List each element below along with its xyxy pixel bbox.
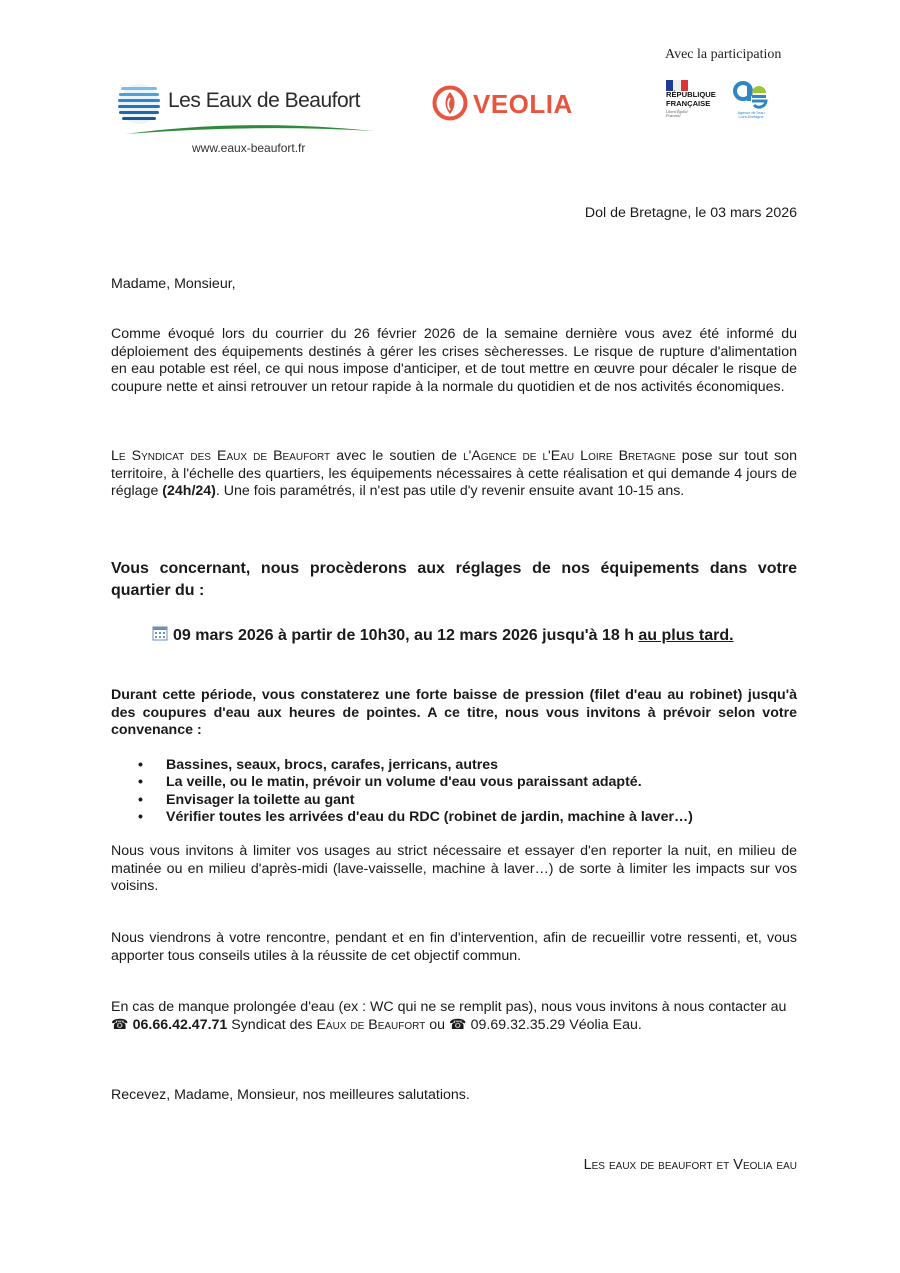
phone-icon: ☎	[111, 1016, 129, 1033]
contact-intro: En cas de manque prolongée d'eau (ex : WC qui ne se remplit pas), nous vous invitons à nous contacter au	[111, 999, 787, 1015]
para2-rest: pose sur tout son territoire, à l'échelle des quartiers, les équipements nécessaires à cette réalisation et qui demande 4 jours de réglage	[111, 448, 798, 500]
dates-underlined: au plus tard.	[638, 627, 734, 644]
place-date: Dol de Bretagne, le 03 mars 2026	[584, 205, 797, 221]
salutation: Madame, Monsieur,	[111, 276, 236, 292]
list-item: • La veille, ou le matin, prévoir un volume d'eau vous paraissant adapté.	[138, 774, 693, 791]
list-item: • Vérifier toutes les arrivées d'eau du RDC (robinet de jardin, machine à laver…)	[138, 809, 693, 826]
phone-veolia[interactable]: 09.69.32.35.29	[470, 1016, 566, 1033]
participation-label: Avec la participation	[665, 47, 782, 62]
agence-name: l'Agence de l'Eau Loire Bretagne	[463, 448, 676, 464]
list-item: • Envisager la toilette au gant	[138, 792, 693, 809]
closing-formula: Recevez, Madame, Monsieur, nos meilleures salutations.	[111, 1087, 470, 1103]
list-item: • Bassines, seaux, brocs, carafes, jerricans, autres	[138, 757, 693, 774]
contact-paragraph	[111, 999, 797, 1034]
syndicat-name: Le Syndicat des Eaux de Beaufort	[111, 448, 331, 464]
veolia-logo	[432, 84, 582, 124]
para2-mid: avec le soutien de	[330, 448, 464, 464]
beaufort-logo-name: Les Eaux de Beaufort	[168, 89, 360, 112]
concern-heading: Vous concernant, nous procèderons aux réglages de nos équipements dans votre quartier du :	[111, 560, 797, 599]
para2-bold: (24h/24)	[162, 483, 216, 500]
contact-org: Eaux de Beaufort	[316, 1016, 426, 1033]
contact-mid2: ou	[425, 1016, 449, 1033]
contact-mid1: Syndicat des	[227, 1016, 317, 1033]
dates-main: 09 mars 2026 à partir de 10h30, au 12 mars 2026 jusqu'à 18 h	[173, 627, 639, 644]
beaufort-url: www.eaux-beaufort.fr	[192, 141, 306, 155]
veolia-wordmark: VEOLIA	[473, 89, 573, 119]
preparation-list	[138, 757, 693, 827]
republique-text: RÉPUBLIQUE FRANÇAISE	[666, 90, 716, 108]
usage-paragraph: Nous vous invitons à limiter vos usages au strict nécessaire et essayer d'en reporter la nuit, en milieu de matinée ou en milieu d'après-midi (lave-vaisselle, machine à laver…) de sorte à limiter les impacts sur vos voisins.	[111, 843, 797, 895]
agence-eau-emblem-icon	[733, 81, 768, 111]
intro-paragraph: Comme évoqué lors du courrier du 26 février 2026 de la semaine dernière vous avez été informé du déploiement des équipements destinés à gérer les crises sècheresses. Le risque de rupture d'alimentation en eau potable est réel, ce qui nous impose d'anticiper, et de tout mettre en œuvre pour décaler le risque de coupure nette et ainsi retrouver un retour rapide à la normale du quotidien et de nos activités économiques.	[111, 326, 797, 395]
beaufort-logo	[118, 80, 380, 160]
republique-francaise-logo	[664, 80, 722, 124]
calendar-icon	[152, 625, 168, 641]
syndicat-paragraph	[111, 448, 797, 501]
agence-eau-logo	[733, 81, 769, 121]
period-paragraph: Durant cette période, vous constaterez une forte baisse de pression (filet d'eau au robinet) jusqu'à des coupures d'eau aux heures de pointes. A ce titre, nous vous invitons à prévoir selon votre convenance :	[111, 687, 797, 739]
green-swoosh-icon	[124, 120, 376, 136]
signature: Les eaux de beaufort et Veolia eau	[583, 1157, 797, 1173]
para2-end: . Une fois paramétrés, il n'est pas utile d'y revenir ensuite avant 10-15 ans.	[215, 483, 685, 500]
phone-icon: ☎	[448, 1016, 467, 1033]
visit-paragraph: Nous viendrons à votre rencontre, pendant et en fin d'intervention, afin de recueillir votre ressenti, et, vous apporter tous conseils utiles à la réussite de cet objectif commun.	[111, 930, 797, 964]
intervention-dates	[152, 625, 734, 645]
agence-eau-caption: Agence de l'eau Loire-Bretagne	[737, 111, 765, 120]
phone-syndicat[interactable]: 06.66.42.47.71	[132, 1016, 228, 1033]
republique-motto: Liberté Égalité Fraternité	[666, 110, 688, 119]
contact-end: Véolia Eau.	[565, 1016, 642, 1033]
veolia-emblem-icon	[432, 84, 468, 122]
